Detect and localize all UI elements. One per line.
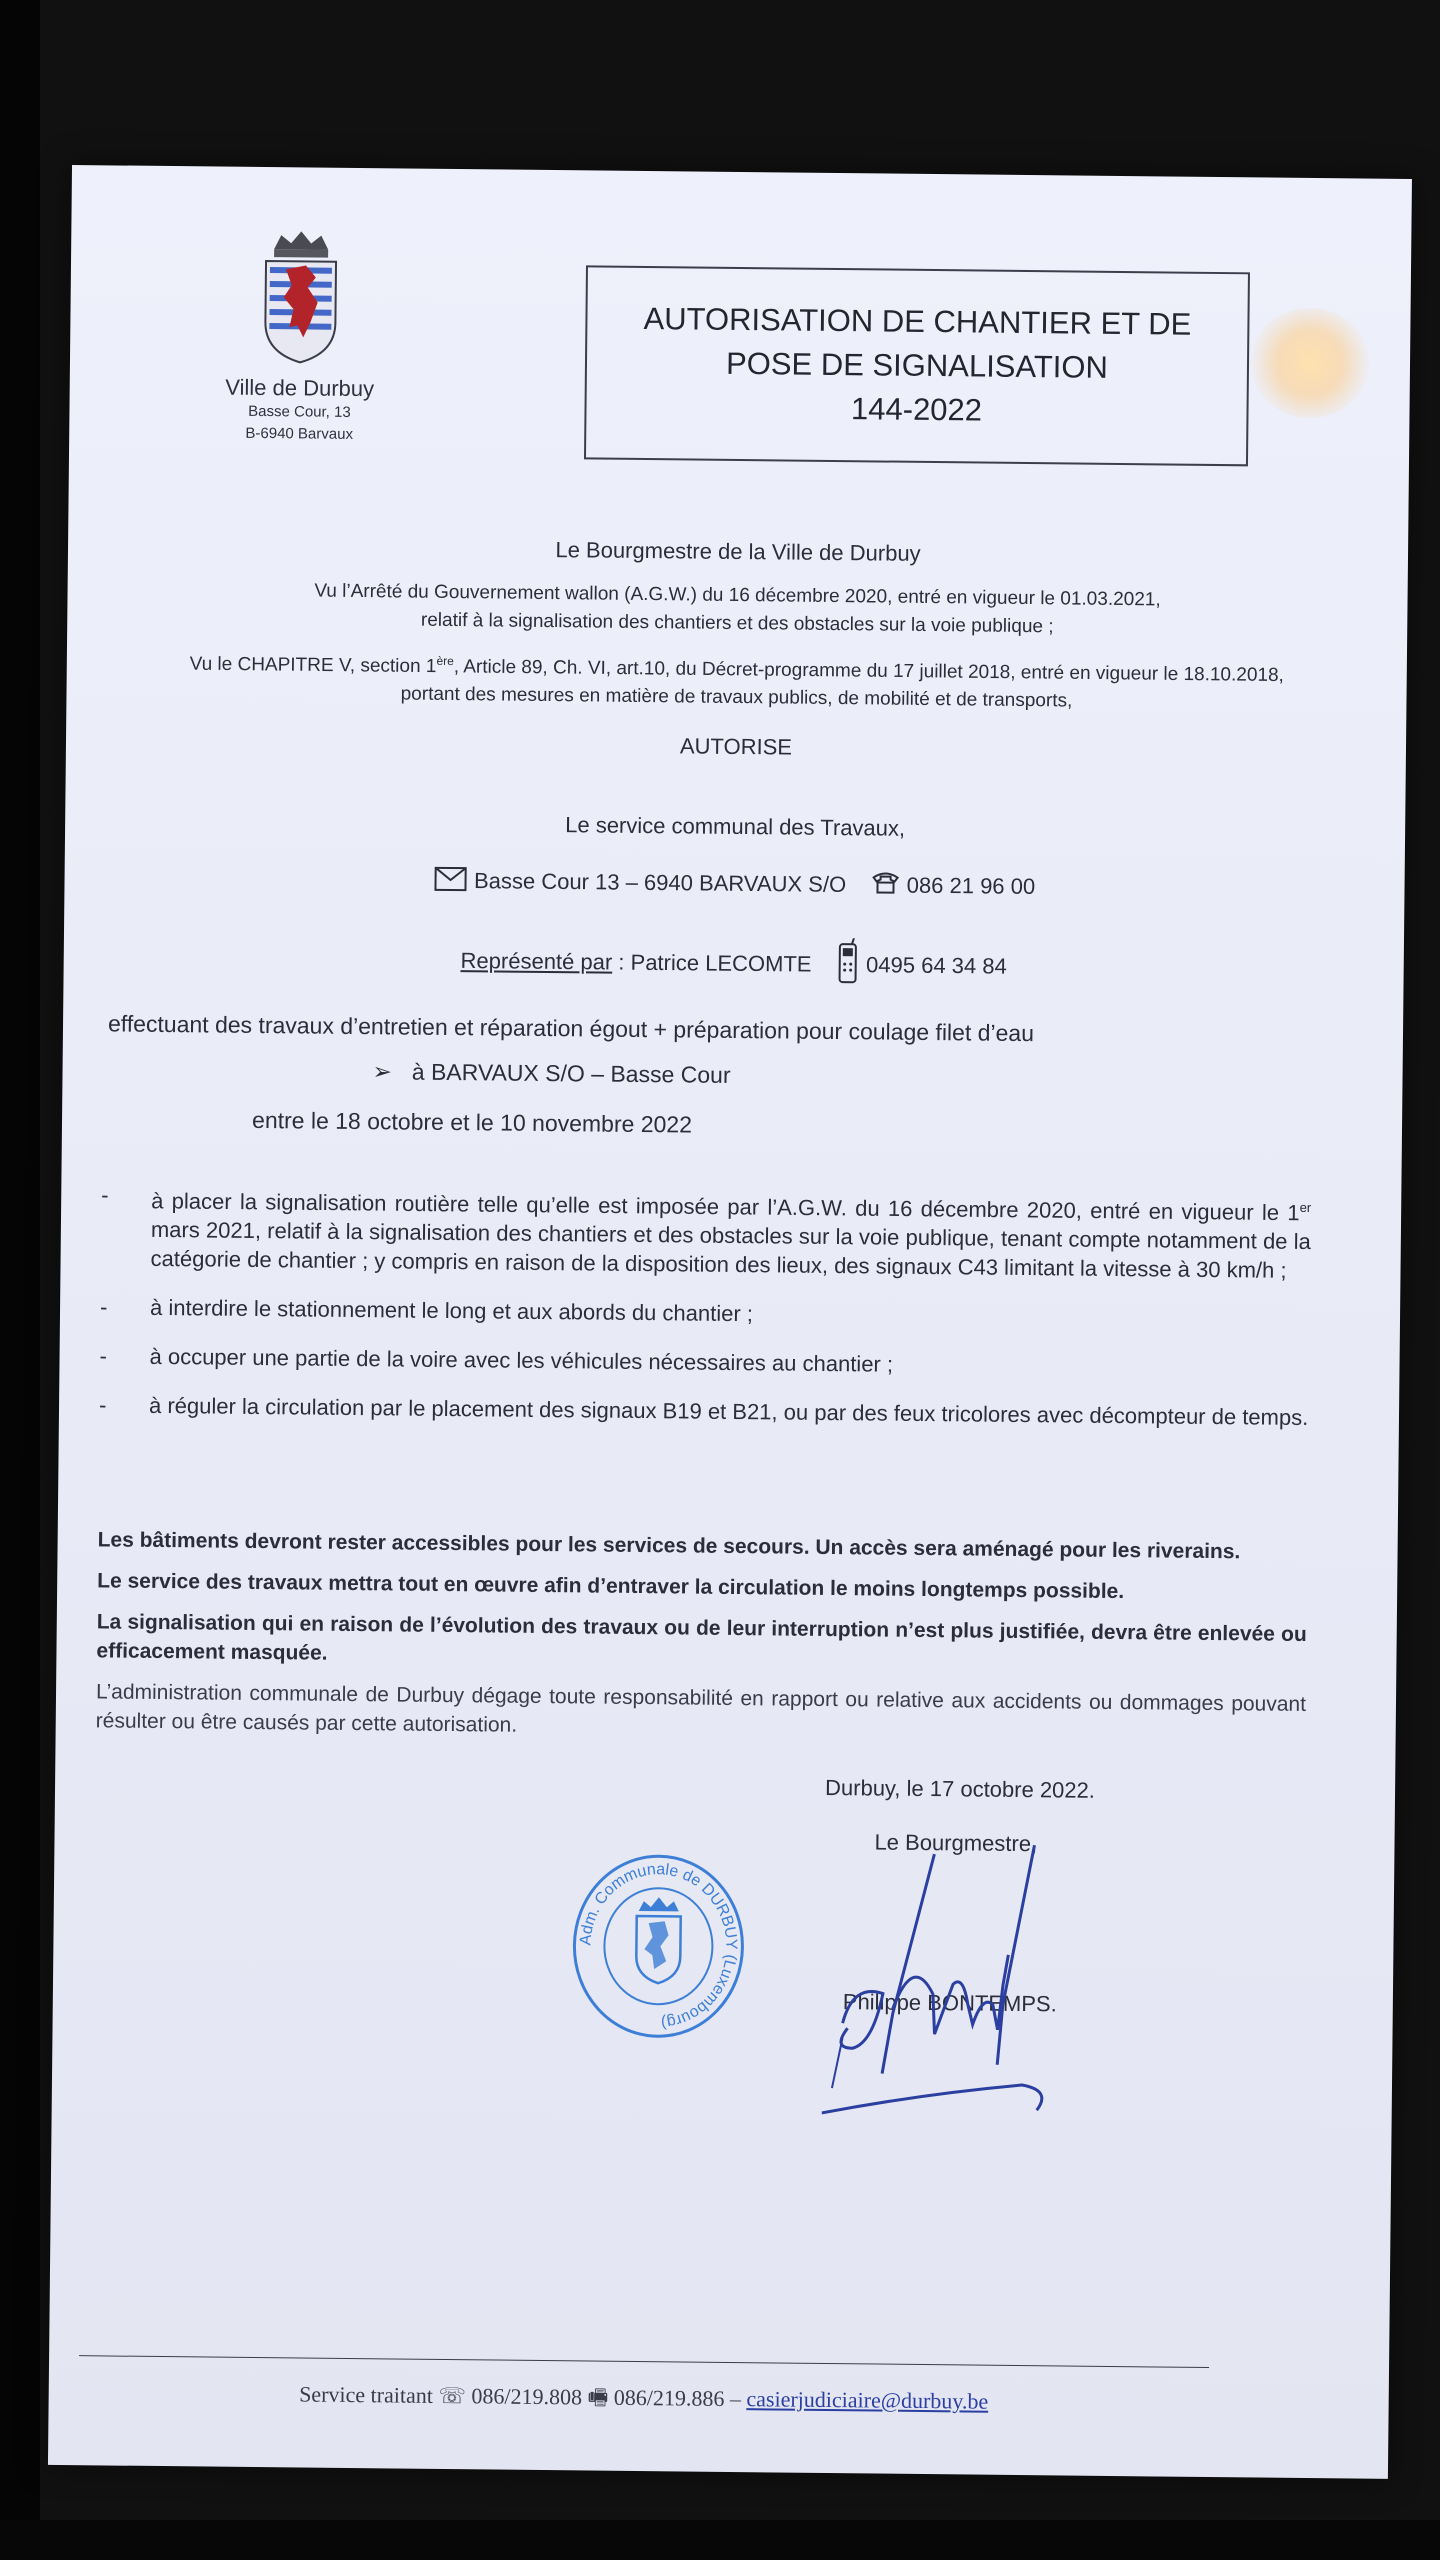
official-stamp (567, 1850, 749, 2047)
autorise-heading: AUTORISE (679, 733, 793, 760)
condition-text-b: mars 2021, relatif à la signalisation des chantiers et des obstacles sur la voie publique, tenant compte notamment de la catégorie de chantier ; y compris en raison de la disposition des lieux, des signaux C43 limitant la vitesse à 30 km/h ; (150, 1217, 1311, 1284)
signatory-name: Philippe BONTEMPS. (842, 1989, 1057, 2017)
legal-basis-2 (66, 643, 1407, 719)
title-line1: AUTORISATION DE CHANTIER ET DE (643, 300, 1192, 342)
condition-text-a: à placer la signalisation routière telle qu’elle est imposée par l’A.G.W. du 16 décembre 2020, entré en vigueur le 1 (151, 1188, 1300, 1226)
legal-basis-2-line2: portant des mesures en matière de travaux publics, de mobilité et de transports, (400, 683, 1073, 712)
arrow-bullet-icon: ➢ (372, 1058, 392, 1085)
legal-basis-1 (67, 575, 1408, 645)
condition-text (150, 1181, 1311, 1285)
applicant-representative (63, 930, 1404, 1000)
applicant-phone: 086 21 96 00 (906, 872, 1036, 899)
list-item (100, 1180, 1311, 1285)
legal-basis-2-text-b: , Article 89, Ch. VI, art.10, du Décret-programme du 17 juillet 2018, entré en vigueur le 18.10.2018, (453, 656, 1284, 687)
city-name: Ville de Durbuy (225, 374, 375, 402)
city-address-line2: B-6940 Barvaux (245, 424, 354, 443)
telephone-icon: ☏ (438, 2382, 467, 2409)
list-dash: - (99, 1343, 108, 1369)
footer-phone: 086/219.808 (471, 2383, 583, 2410)
fax-icon: 🖷 (587, 2384, 609, 2410)
document-sheet (48, 165, 1412, 2479)
mobile-phone-icon (836, 938, 861, 994)
issuer: Le Bourgmestre de la Ville de Durbuy (555, 537, 921, 566)
list-item (99, 1391, 1309, 1433)
crest-icon (255, 227, 346, 368)
place-date: Durbuy, le 17 octobre 2022. (824, 1774, 1096, 1803)
legal-basis-1-line2: relatif à la signalisation des chantiers et des obstacles sur la voie publique ; (420, 609, 1054, 638)
work-location (372, 1058, 730, 1089)
city-header (149, 226, 451, 447)
light-glare (1249, 307, 1370, 418)
notes (95, 1525, 1307, 1760)
list-dash: - (98, 1392, 107, 1418)
applicant-address: Basse Cour 13 – 6940 BARVAUX S/O (473, 868, 847, 897)
condition-sup: er (1299, 1199, 1312, 1216)
list-dash: - (101, 1182, 109, 1208)
work-location-text: à BARVAUX S/O – Basse Cour (411, 1058, 731, 1088)
city-address-line1: Basse Cour, 13 (248, 402, 351, 421)
handwritten-signature (821, 1833, 1084, 2141)
photo-background-left (0, 0, 40, 2560)
document-title-box (584, 265, 1250, 466)
list-item (100, 1293, 1310, 1335)
representative-mobile: 0495 64 34 84 (865, 952, 1007, 979)
stamp-text: Adm. Communale de DURBUY (Luxembourg) (577, 1861, 740, 2032)
signatory-role: Le Bourgmestre, (874, 1829, 1038, 1857)
applicant-service: Le service communal des Travaux, (565, 812, 906, 841)
condition-text: à interdire le stationnement le long et aux abords du chantier ; (149, 1295, 754, 1327)
work-period: entre le 18 octobre et le 10 novembre 2022 (251, 1106, 693, 1138)
title-number: 144-2022 (850, 391, 983, 428)
note-accessibility: Les bâtiments devront rester accessibles pour les services de secours. Un accès sera aménagé pour les riverains. (97, 1528, 1241, 1564)
title-line2: POSE DE SIGNALISATION (725, 345, 1109, 385)
footer-fax: 086/219.886 – (613, 2384, 742, 2412)
envelope-icon (434, 864, 468, 900)
telephone-icon (870, 869, 900, 903)
work-description: effectuant des travaux d’entretien et réparation égout + préparation pour coulage filet d’eau (107, 1010, 1035, 1047)
footer (48, 2375, 1238, 2425)
condition-text: à réguler la circulation par le placement des signaux B19 et B21, ou par des feux tricolores avec décompteur de temps. (148, 1393, 1309, 1431)
represented-label: Représenté par (460, 947, 613, 975)
applicant-contact (64, 860, 1404, 910)
list-item (99, 1342, 1309, 1384)
note-traffic: Le service des travaux mettra tout en œuvre afin d’entraver la circulation le moins longtemps possible. (97, 1569, 1125, 1604)
legal-basis-2-text-a: Vu le CHAPITRE V, section 1 (189, 653, 437, 678)
condition-text: à occuper une partie de la voire avec les véhicules nécessaires au chantier ; (149, 1344, 894, 1377)
represented-name: : Patrice LECOMTE (612, 949, 812, 977)
photo-background-bottom (0, 2520, 1440, 2560)
legal-basis-2-sup: ère (436, 653, 454, 669)
footer-divider (79, 2355, 1209, 2368)
note-signage-removal: La signalisation qui en raison de l’évolution des travaux ou de leur interruption n’est plus justifiée, devra être enlevée ou efficacement masquée. (96, 1610, 1307, 1665)
disclaimer: L’administration communale de Durbuy dégage toute responsabilité en rapport ou relative aux accidents ou dommages pouvant résulter ou être causés par cette autorisation. (95, 1680, 1307, 1737)
footer-email-link[interactable]: casierjudiciaire@durbuy.be (746, 2386, 989, 2414)
footer-label: Service traitant (299, 2381, 434, 2408)
legal-basis-1-line1: Vu l’Arrêté du Gouvernement wallon (A.G.W.) du 16 décembre 2020, entré en vigueur le 01.03.2021, (314, 580, 1161, 611)
list-dash: - (99, 1294, 108, 1320)
conditions-list (99, 1180, 1312, 1452)
